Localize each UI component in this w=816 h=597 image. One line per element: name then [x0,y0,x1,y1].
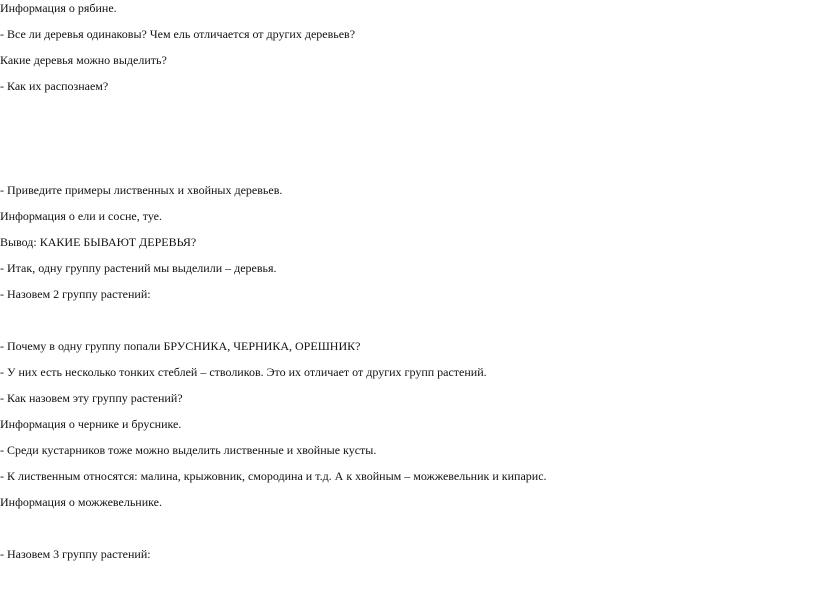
text-line: - Почему в одну группу попали БРУСНИКА, ЧЕРНИКА, ОРЕШНИК? [0,339,361,353]
text-line: - Все ли деревья одинаковы? Чем ель отличается от других деревьев? [0,27,356,41]
text-line: - Как назовем эту группу растений? [0,391,183,405]
text-line: - Приведите примеры лиственных и хвойных деревьев. [0,183,283,197]
text-line: - Среди кустарников тоже можно выделить лиственные и хвойные кусты. [0,443,377,457]
text-line: Информация о рябине. [0,1,117,15]
text-line: Информация о можжевельнике. [0,495,163,509]
text-line: - У них есть несколько тонких стеблей – стволиков. Это их отличает от других групп растений. [0,365,487,379]
text-line: - К лиственным относятся: малина, крыжовник, смородина и т.д. А к хвойным – можжевельник и кипарис. [0,469,547,483]
text-line: Вывод: КАКИЕ БЫВАЮТ ДЕРЕВЬЯ? [0,235,197,249]
text-line: Информация о чернике и бруснике. [0,417,182,431]
text-line: Информация о ели и сосне, туе. [0,209,162,223]
text-line: - Итак, одну группу растений мы выделили – деревья. [0,261,277,275]
text-line: - Назовем 2 группу растений: [0,287,151,301]
text-line: - Назовем 3 группу растений: [0,547,151,561]
text-line: - Как их распознаем? [0,79,109,93]
text-line: Какие деревья можно выделить? [0,53,167,67]
